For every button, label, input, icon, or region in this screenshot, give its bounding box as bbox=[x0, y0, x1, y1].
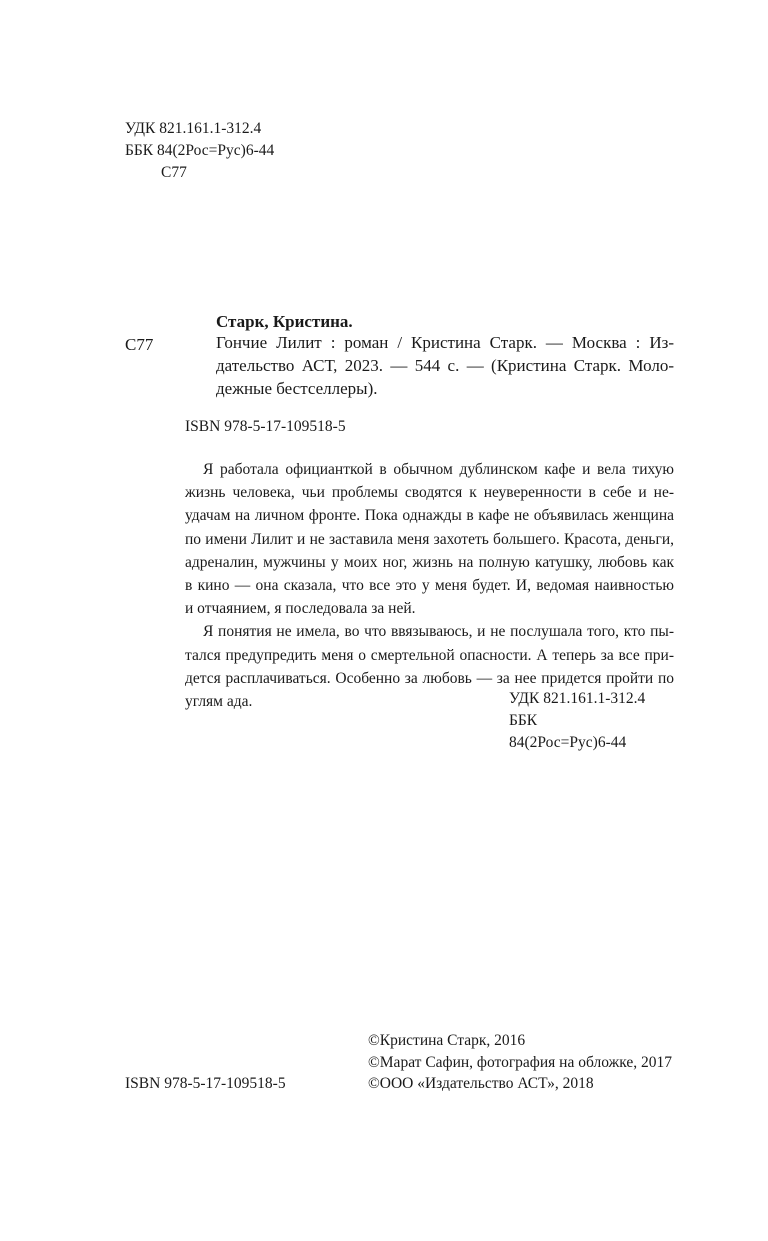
classification-right bbox=[509, 688, 645, 754]
annotation-line: тался предупредить меня о смертельной опасности. А теперь за все при- bbox=[185, 646, 674, 664]
bib-line: дежные бестселлеры). bbox=[216, 379, 378, 398]
classification-top bbox=[125, 118, 274, 184]
copyright-line: ©ООО «Издательство АСТ», 2018 bbox=[368, 1075, 594, 1092]
annotation-line: адреналин, мужчины у моих ног, жизнь на полную катушку, любовь как bbox=[185, 553, 674, 571]
annotation-line: дется расплачиваться. Особенно за любовь — за нее придется пройти по bbox=[185, 669, 674, 687]
bbk-label: ББК bbox=[509, 712, 538, 729]
bibliographic-description bbox=[216, 331, 674, 400]
copyright-block bbox=[368, 1030, 672, 1095]
copyright-line: ©Кристина Старк, 2016 bbox=[368, 1032, 526, 1049]
annotation-line: Я понятия не имела, во что ввязываюсь, и не послушала того, кто пы- bbox=[203, 623, 674, 641]
annotation-line: Я работала официанткой в обычном дублинском кафе и вела тихую bbox=[203, 461, 674, 478]
bib-line: Гончие Лилит : роман / Кристина Старк. — Москва : Из- bbox=[216, 333, 674, 352]
annotation bbox=[185, 458, 674, 713]
copyright-line: ©Марат Сафин, фотография на обложке, 2017 bbox=[368, 1053, 673, 1071]
bbk-code: ББК 84(2Рос=Рус)6-44 bbox=[125, 142, 275, 159]
cutter-code: С77 bbox=[161, 164, 187, 181]
udk-code: УДК 821.161.1-312.4 bbox=[125, 120, 262, 137]
annotation-line: и отчаянием, я последовала за ней. bbox=[185, 600, 416, 618]
author-heading: Старк, Кристина. bbox=[216, 312, 353, 331]
isbn-main: ISBN 978-5-17-109518-5 bbox=[185, 418, 346, 435]
bib-line: дательство АСТ, 2023. — 544 с. — (Кристина Старк. Моло- bbox=[216, 356, 674, 375]
annotation-line: в кино — она сказала, что все это у меня будет. И, ведомая наивностью bbox=[185, 577, 674, 595]
bib-cutter-code: С77 bbox=[125, 335, 154, 354]
udk-code: УДК 821.161.1-312.4 bbox=[509, 690, 646, 707]
annotation-line: удачам на личном фронте. Пока однажды в кафе не объявилась женщина bbox=[185, 507, 674, 525]
isbn-bottom: ISBN 978-5-17-109518-5 bbox=[125, 1075, 286, 1092]
bbk-value: 84(2Рос=Рус)6-44 bbox=[509, 734, 627, 751]
annotation-line: углям ада. bbox=[185, 693, 253, 711]
annotation-line: по имени Лилит и не заставила меня захотеть большего. Красота, деньги, bbox=[185, 530, 674, 548]
annotation-line: жизнь человека, чьи проблемы сводятся к неуверенности в себе и не- bbox=[185, 484, 674, 502]
